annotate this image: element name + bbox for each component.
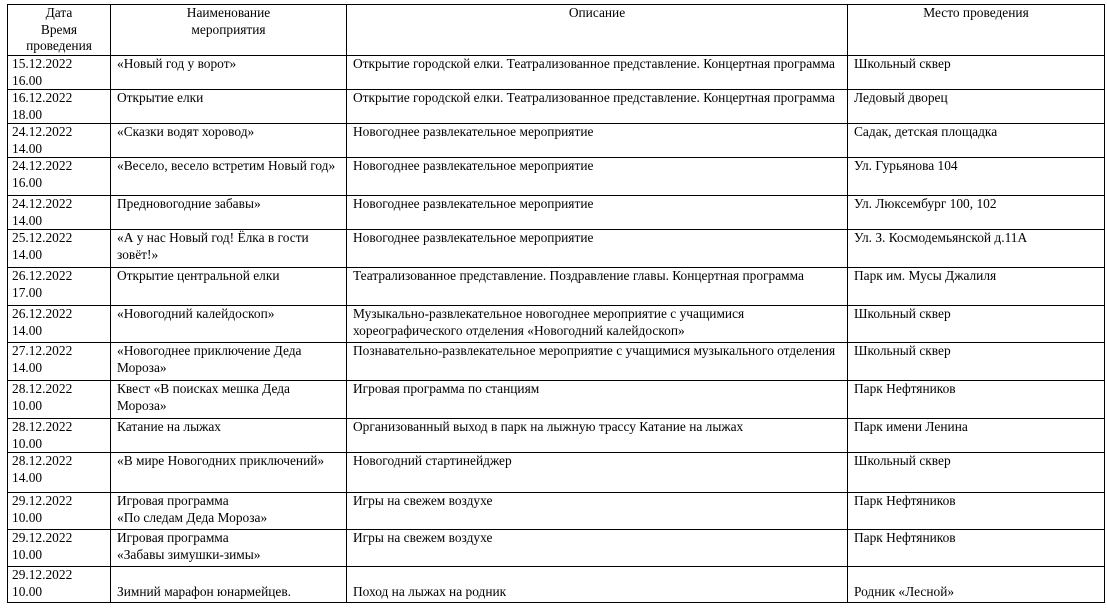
event-time: 14.00 [12, 246, 43, 262]
table-row [8, 381, 1105, 419]
date-time-cell [8, 124, 111, 158]
event-description-cell: Игровая программа по станциям [347, 381, 848, 419]
event-venue-cell: Родник «Лесной» [848, 567, 1105, 603]
events-table [7, 4, 1105, 603]
event-venue-cell: Школьный сквер [848, 343, 1105, 381]
table-row [8, 567, 1105, 603]
event-name-cell: Предновогодние забавы» [111, 196, 347, 230]
date-time-cell [8, 453, 111, 493]
event-description-cell: Поход на лыжах на родник [347, 567, 848, 603]
date-time-cell [8, 158, 111, 196]
event-name-cell: Игровая программа «По следам Деда Мороза» [111, 493, 347, 530]
event-name-cell: Зимний марафон юнармейцев. [111, 567, 347, 603]
event-time: 10.00 [12, 397, 43, 413]
event-name-cell: Катание на лыжах [111, 419, 347, 453]
event-time: 16.00 [12, 72, 43, 88]
event-date: 27.12.2022 [12, 343, 73, 358]
event-venue-cell: Школьный сквер [848, 306, 1105, 343]
table-row [8, 453, 1105, 493]
event-name-cell: «Новогоднее приключение Деда Мороза» [111, 343, 347, 381]
date-time-cell [8, 90, 111, 124]
event-name-cell: «А у нас Новый год! Ёлка в гости зовёт!» [111, 230, 347, 268]
date-time-cell [8, 196, 111, 230]
event-name-cell: «Новый год у ворот» [111, 56, 347, 90]
event-name-cell: Открытие центральной елки [111, 268, 347, 306]
event-venue-cell: Ул. Гурьянова 104 [848, 158, 1105, 196]
event-date: 28.12.2022 [12, 453, 73, 468]
event-time: 10.00 [12, 583, 43, 599]
header-description: Описание [347, 5, 848, 56]
event-venue-cell: Ул. З. Космодемьянской д.11А [848, 230, 1105, 268]
table-body [8, 56, 1105, 603]
event-date: 24.12.2022 [12, 124, 73, 139]
header-event-name: Наименование мероприятия [111, 5, 347, 56]
event-description-cell: Познавательно-развлекательное мероприятие с учащимися музыкального отделения [347, 343, 848, 381]
event-name-cell: Открытие елки [111, 90, 347, 124]
event-date: 24.12.2022 [12, 196, 73, 211]
event-date: 28.12.2022 [12, 381, 73, 396]
date-time-cell [8, 419, 111, 453]
event-time: 16.00 [12, 174, 43, 190]
date-time-cell [8, 567, 111, 603]
event-description-cell: Игры на свежем воздухе [347, 493, 848, 530]
event-venue-cell: Парк Нефтяников [848, 493, 1105, 530]
header-venue: Место проведения [848, 5, 1105, 56]
event-venue-cell: Парк Нефтяников [848, 381, 1105, 419]
table-row [8, 493, 1105, 530]
event-time: 14.00 [12, 322, 43, 338]
event-date: 25.12.2022 [12, 230, 73, 245]
table-row [8, 343, 1105, 381]
event-date: 26.12.2022 [12, 306, 73, 321]
table-row [8, 268, 1105, 306]
event-description-cell: Игры на свежем воздухе [347, 530, 848, 567]
table-row [8, 419, 1105, 453]
date-time-cell [8, 493, 111, 530]
event-date: 29.12.2022 [12, 567, 73, 582]
table-row [8, 56, 1105, 90]
date-time-cell [8, 56, 111, 90]
event-description-cell: Новогоднее развлекательное мероприятие [347, 196, 848, 230]
event-name-cell: Квест «В поисках мешка Деда Мороза» [111, 381, 347, 419]
event-date: 29.12.2022 [12, 530, 73, 545]
date-time-cell [8, 306, 111, 343]
date-time-cell [8, 381, 111, 419]
event-venue-cell: Школьный сквер [848, 453, 1105, 493]
event-description-cell: Открытие городской елки. Театрализованное представление. Концертная программа [347, 90, 848, 124]
date-time-cell [8, 530, 111, 567]
event-time: 14.00 [12, 359, 43, 375]
event-time: 17.00 [12, 284, 43, 300]
event-time: 14.00 [12, 469, 43, 485]
event-venue-cell: Парк имени Ленина [848, 419, 1105, 453]
event-description-cell: Театрализованное представление. Поздравление главы. Концертная программа [347, 268, 848, 306]
event-name-cell: «Новогодний калейдоскоп» [111, 306, 347, 343]
event-description-cell: Организованный выход в парк на лыжную трассу Катание на лыжах [347, 419, 848, 453]
event-description-cell: Новогоднее развлекательное мероприятие [347, 158, 848, 196]
table-row [8, 196, 1105, 230]
table-row [8, 90, 1105, 124]
event-date: 28.12.2022 [12, 419, 73, 434]
event-venue-cell: Ул. Люксембург 100, 102 [848, 196, 1105, 230]
event-date: 29.12.2022 [12, 493, 73, 508]
table-row [8, 124, 1105, 158]
event-name-cell: «Сказки водят хоровод» [111, 124, 347, 158]
event-date: 26.12.2022 [12, 268, 73, 283]
event-description-cell: Новогоднее развлекательное мероприятие [347, 124, 848, 158]
date-time-cell [8, 343, 111, 381]
header-date-time: Дата Время проведения [8, 5, 111, 56]
event-name-cell: «В мире Новогодних приключений» [111, 453, 347, 493]
event-description-cell: Музыкально-развлекательное новогоднее мероприятие с учащимися хореографического отделения «Новогодний калейдоскоп» [347, 306, 848, 343]
event-date: 15.12.2022 [12, 56, 73, 71]
date-time-cell [8, 268, 111, 306]
event-name-cell: «Весело, весело встретим Новый год» [111, 158, 347, 196]
event-venue-cell: Садак, детская площадка [848, 124, 1105, 158]
event-name-cell: Игровая программа «Забавы зимушки-зимы» [111, 530, 347, 567]
table-row [8, 230, 1105, 268]
event-time: 10.00 [12, 509, 43, 525]
event-venue-cell: Парк Нефтяников [848, 530, 1105, 567]
table-row [8, 158, 1105, 196]
event-description-cell: Открытие городской елки. Театрализованное представление. Концертная программа [347, 56, 848, 90]
event-time: 18.00 [12, 106, 43, 122]
event-time: 10.00 [12, 435, 43, 451]
event-time: 14.00 [12, 212, 43, 228]
event-venue-cell: Ледовый дворец [848, 90, 1105, 124]
event-description-cell: Новогодний стартинейджер [347, 453, 848, 493]
event-time: 14.00 [12, 140, 43, 156]
event-time: 10.00 [12, 546, 43, 562]
table-row [8, 306, 1105, 343]
date-time-cell [8, 230, 111, 268]
table-header-row [8, 5, 1105, 56]
event-venue-cell: Школьный сквер [848, 56, 1105, 90]
table-row [8, 530, 1105, 567]
event-date: 24.12.2022 [12, 158, 73, 173]
event-venue-cell: Парк им. Мусы Джалиля [848, 268, 1105, 306]
event-description-cell: Новогоднее развлекательное мероприятие [347, 230, 848, 268]
event-date: 16.12.2022 [12, 90, 73, 105]
